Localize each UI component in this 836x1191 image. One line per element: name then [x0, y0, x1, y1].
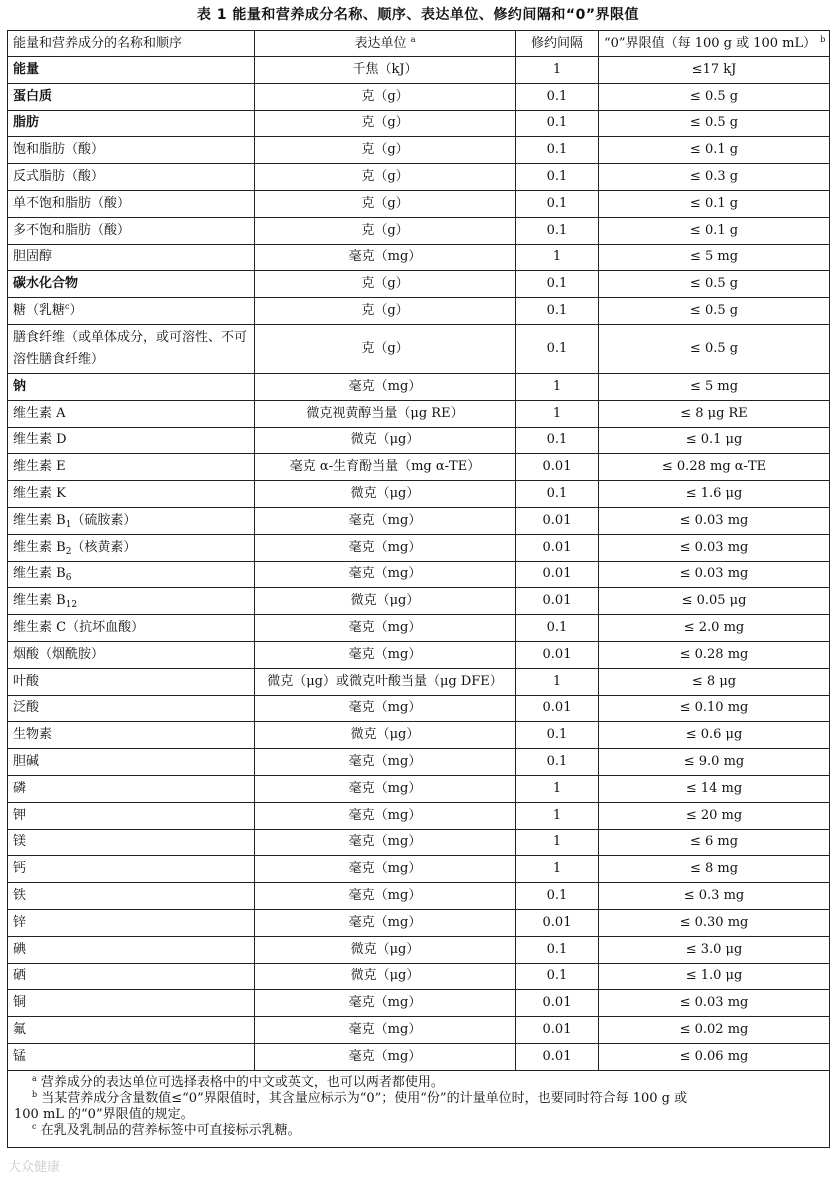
table-row [8, 190, 830, 217]
table-row [8, 909, 830, 936]
rounding-interval-cell: 0.01 [516, 695, 599, 722]
nutrient-name: 磷 [8, 775, 255, 802]
table-row [8, 507, 830, 534]
zero-threshold-cell: ≤ 0.1 μg [599, 427, 830, 454]
footnote-c: $^c$ 在乳及乳制品的营养标签中可直接标示乳糖。 [32, 1121, 301, 1138]
table-row [8, 110, 830, 137]
nutrient-name: 反式脂肪（酸） [8, 164, 255, 191]
unit-cell: 毫克（mg） [255, 534, 516, 561]
zero-threshold-cell: ≤ 0.5 g [599, 271, 830, 298]
zero-threshold-cell: ≤ 8 μg [599, 668, 830, 695]
rounding-interval-cell: 0.01 [516, 1043, 599, 1070]
unit-cell: 克（g） [255, 324, 516, 373]
rounding-interval-cell: 0.01 [516, 641, 599, 668]
table-row [8, 217, 830, 244]
rounding-interval-cell: 1 [516, 775, 599, 802]
nutrient-name: 硒 [8, 963, 255, 990]
zero-threshold-cell: ≤ 9.0 mg [599, 749, 830, 776]
table-row [8, 83, 830, 110]
rounding-interval-cell: 0.1 [516, 615, 599, 642]
table-row [8, 271, 830, 298]
zero-threshold-cell: ≤ 0.03 mg [599, 990, 830, 1017]
zero-threshold-cell: ≤ 0.1 g [599, 217, 830, 244]
nutrient-name: 维生素 D [8, 427, 255, 454]
unit-cell: 克（g） [255, 83, 516, 110]
zero-threshold-cell: ≤ 0.10 mg [599, 695, 830, 722]
zero-threshold-cell: ≤ 0.02 mg [599, 1017, 830, 1044]
nutrient-name: 饱和脂肪（酸） [8, 137, 255, 164]
zero-threshold-cell: ≤ 0.1 g [599, 190, 830, 217]
unit-cell: 克（g） [255, 137, 516, 164]
unit-cell: 毫克（mg） [255, 561, 516, 588]
nutrient-name: 碘 [8, 936, 255, 963]
watermark: 大众健康 [8, 1160, 61, 1175]
header-interval: 修约间隔 [516, 31, 599, 57]
rounding-interval-cell: 0.1 [516, 217, 599, 244]
zero-threshold-cell: ≤ 0.03 mg [599, 534, 830, 561]
unit-cell: 毫克（mg） [255, 775, 516, 802]
table-row [8, 829, 830, 856]
unit-cell: 毫克（mg） [255, 244, 516, 271]
table-row [8, 990, 830, 1017]
unit-cell: 毫克（mg） [255, 829, 516, 856]
table-row [8, 57, 830, 84]
nutrient-name: 钾 [8, 802, 255, 829]
nutrient-name: 氟 [8, 1017, 255, 1044]
rounding-interval-cell: 1 [516, 244, 599, 271]
nutrient-name: 维生素 $B_1$（硫胺素） [8, 507, 255, 534]
nutrient-name: 碳水化合物 [8, 271, 255, 298]
unit-cell: 千焦（kJ） [255, 57, 516, 84]
zero-threshold-cell: ≤ 5 mg [599, 373, 830, 400]
rounding-interval-cell: 0.1 [516, 298, 599, 325]
zero-threshold-cell: ≤ 0.3 g [599, 164, 830, 191]
rounding-interval-cell: 1 [516, 400, 599, 427]
zero-threshold-cell: ≤ 20 mg [599, 802, 830, 829]
unit-cell: 毫克（mg） [255, 856, 516, 883]
zero-threshold-cell: ≤ 0.03 mg [599, 561, 830, 588]
rounding-interval-cell: 0.1 [516, 963, 599, 990]
rounding-interval-cell: 1 [516, 373, 599, 400]
rounding-interval-cell: 0.1 [516, 137, 599, 164]
header-threshold: “0”界限值（每 100 g 或 100 mL） $^b$ [599, 31, 830, 57]
unit-cell: 毫克（mg） [255, 909, 516, 936]
rounding-interval-cell: 0.1 [516, 83, 599, 110]
table-row [8, 561, 830, 588]
unit-cell: 毫克（mg） [255, 615, 516, 642]
table-header-row [8, 31, 830, 57]
table-row [8, 775, 830, 802]
table-row [8, 588, 830, 615]
rounding-interval-cell: 0.01 [516, 1017, 599, 1044]
zero-threshold-cell: ≤ 1.6 μg [599, 481, 830, 508]
nutrient-name: 糖（乳糖$^c$） [8, 298, 255, 325]
nutrient-name: 生物素 [8, 722, 255, 749]
table-row [8, 936, 830, 963]
unit-cell: 克（g） [255, 164, 516, 191]
nutrient-name: 维生素 $B_2$（核黄素） [8, 534, 255, 561]
nutrient-name: 维生素 A [8, 400, 255, 427]
rounding-interval-cell: 0.01 [516, 507, 599, 534]
rounding-interval-cell: 0.01 [516, 454, 599, 481]
table-row [8, 454, 830, 481]
nutrient-name: 胆碱 [8, 749, 255, 776]
unit-cell: 毫克（mg） [255, 507, 516, 534]
zero-threshold-cell: ≤ 8 μg RE [599, 400, 830, 427]
zero-threshold-cell: ≤ 0.5 g [599, 324, 830, 373]
unit-cell: 克（g） [255, 298, 516, 325]
table-title: 表 1 能量和营养成分名称、顺序、表达单位、修约间隔和“0”界限值 [196, 7, 640, 23]
table-row [8, 668, 830, 695]
unit-cell: 毫克（mg） [255, 1017, 516, 1044]
unit-cell: 微克（μg） [255, 936, 516, 963]
zero-threshold-cell: ≤ 0.1 g [599, 137, 830, 164]
unit-cell: 毫克（mg） [255, 883, 516, 910]
unit-cell: 克（g） [255, 217, 516, 244]
nutrient-name: 铜 [8, 990, 255, 1017]
header-name: 能量和营养成分的名称和顺序 [8, 31, 255, 57]
nutrient-name: 胆固醇 [8, 244, 255, 271]
footnotes-row [8, 1070, 830, 1147]
unit-cell: 毫克（mg） [255, 802, 516, 829]
unit-cell: 毫克（mg） [255, 695, 516, 722]
footnote-b-continued: 100 mL 的“0”界限值的规定。 [14, 1106, 194, 1122]
nutrient-name: 泛酸 [8, 695, 255, 722]
table-row [8, 856, 830, 883]
unit-cell: 微克（μg） [255, 427, 516, 454]
rounding-interval-cell: 0.01 [516, 534, 599, 561]
zero-threshold-cell: ≤ 0.30 mg [599, 909, 830, 936]
table-row [8, 534, 830, 561]
nutrient-name: 维生素 K [8, 481, 255, 508]
zero-threshold-cell: ≤ 0.5 g [599, 298, 830, 325]
rounding-interval-cell: 1 [516, 57, 599, 84]
table-row [8, 802, 830, 829]
table-row [8, 1043, 830, 1070]
rounding-interval-cell: 0.01 [516, 990, 599, 1017]
rounding-interval-cell: 1 [516, 802, 599, 829]
table-row [8, 883, 830, 910]
zero-threshold-cell: ≤ 0.3 mg [599, 883, 830, 910]
nutrient-name: 钠 [8, 373, 255, 400]
rounding-interval-cell: 0.1 [516, 110, 599, 137]
nutrient-name: 脂肪 [8, 110, 255, 137]
table-row [8, 164, 830, 191]
unit-cell: 毫克（mg） [255, 373, 516, 400]
nutrient-name: 锌 [8, 909, 255, 936]
nutrient-name: 维生素 E [8, 454, 255, 481]
nutrient-name: 烟酸（烟酰胺） [8, 641, 255, 668]
unit-cell: 微克（μg） [255, 722, 516, 749]
header-unit: 表达单位 $^a$ [255, 31, 516, 57]
nutrient-name: 多不饱和脂肪（酸） [8, 217, 255, 244]
zero-threshold-cell: ≤ 0.5 g [599, 83, 830, 110]
rounding-interval-cell: 0.1 [516, 883, 599, 910]
unit-cell: 微克（μg） [255, 963, 516, 990]
rounding-interval-cell: 0.1 [516, 164, 599, 191]
zero-threshold-cell: ≤ 14 mg [599, 775, 830, 802]
zero-threshold-cell: ≤ 0.05 μg [599, 588, 830, 615]
rounding-interval-cell: 0.1 [516, 481, 599, 508]
table-row [8, 963, 830, 990]
zero-threshold-cell: ≤ 0.28 mg α-TE [599, 454, 830, 481]
rounding-interval-cell: 0.1 [516, 749, 599, 776]
nutrient-name: 维生素 $B_6$ [8, 561, 255, 588]
rounding-interval-cell: 0.1 [516, 427, 599, 454]
unit-cell: 克（g） [255, 110, 516, 137]
rounding-interval-cell: 0.1 [516, 936, 599, 963]
footnote-b: $^b$ 当某营养成分含量数值≤“0”界限值时，其含量应标示为“0”；使用“份”的计量单位时，也要同时符合每 100 g 或 [32, 1089, 688, 1106]
table-row [8, 749, 830, 776]
table-row [8, 695, 830, 722]
table-body [8, 57, 830, 1071]
rounding-interval-cell: 1 [516, 829, 599, 856]
table-row [8, 722, 830, 749]
zero-threshold-cell: ≤ 8 mg [599, 856, 830, 883]
nutrient-table [7, 30, 830, 1148]
table-row [8, 298, 830, 325]
nutrient-name: 锰 [8, 1043, 255, 1070]
nutrient-name: 蛋白质 [8, 83, 255, 110]
rounding-interval-cell: 0.01 [516, 909, 599, 936]
unit-cell: 微克（μg）或微克叶酸当量（μg DFE） [255, 668, 516, 695]
rounding-interval-cell: 1 [516, 856, 599, 883]
unit-cell: 毫克 α-生育酚当量（mg α-TE） [255, 454, 516, 481]
zero-threshold-cell: ≤ 3.0 μg [599, 936, 830, 963]
zero-threshold-cell: ≤ 6 mg [599, 829, 830, 856]
zero-threshold-cell: ≤ 0.03 mg [599, 507, 830, 534]
zero-threshold-cell: ≤ 0.06 mg [599, 1043, 830, 1070]
rounding-interval-cell: 0.01 [516, 588, 599, 615]
table-row [8, 137, 830, 164]
nutrient-name: 铁 [8, 883, 255, 910]
zero-threshold-cell: ≤ 2.0 mg [599, 615, 830, 642]
nutrient-name: 镁 [8, 829, 255, 856]
table-row [8, 324, 830, 373]
unit-cell: 毫克（mg） [255, 641, 516, 668]
rounding-interval-cell: 1 [516, 668, 599, 695]
rounding-interval-cell: 0.1 [516, 722, 599, 749]
footnote-a: $^a$ 营养成分的表达单位可选择表格中的中文或英文，也可以两者都使用。 [32, 1073, 444, 1090]
zero-threshold-cell: ≤ 0.6 μg [599, 722, 830, 749]
table-row [8, 481, 830, 508]
nutrient-name: 钙 [8, 856, 255, 883]
unit-cell: 克（g） [255, 271, 516, 298]
rounding-interval-cell: 0.1 [516, 324, 599, 373]
unit-cell: 微克（μg） [255, 588, 516, 615]
nutrient-name: 能量 [8, 57, 255, 84]
table-row [8, 1017, 830, 1044]
rounding-interval-cell: 0.01 [516, 561, 599, 588]
nutrient-name: 维生素 C（抗坏血酸） [8, 615, 255, 642]
zero-threshold-cell: ≤ 0.5 g [599, 110, 830, 137]
nutrient-name: 膳食纤维（或单体成分，或可溶性、不可溶性膳食纤维） [8, 324, 255, 373]
unit-cell: 毫克（mg） [255, 749, 516, 776]
zero-threshold-cell: ≤ 5 mg [599, 244, 830, 271]
table-row [8, 427, 830, 454]
unit-cell: 毫克（mg） [255, 990, 516, 1017]
unit-cell: 毫克（mg） [255, 1043, 516, 1070]
unit-cell: 克（g） [255, 190, 516, 217]
rounding-interval-cell: 0.1 [516, 190, 599, 217]
nutrient-name: 维生素 $B_{12}$ [8, 588, 255, 615]
table-row [8, 373, 830, 400]
zero-threshold-cell: ≤ 1.0 μg [599, 963, 830, 990]
table-row [8, 641, 830, 668]
unit-cell: 微克视黄醇当量（μg RE） [255, 400, 516, 427]
zero-threshold-cell: ≤ 0.28 mg [599, 641, 830, 668]
table-row [8, 400, 830, 427]
unit-cell: 微克（μg） [255, 481, 516, 508]
table-row [8, 615, 830, 642]
nutrient-name: 叶酸 [8, 668, 255, 695]
nutrient-name: 单不饱和脂肪（酸） [8, 190, 255, 217]
rounding-interval-cell: 0.1 [516, 271, 599, 298]
footnotes [8, 1070, 830, 1147]
zero-threshold-cell: ≤17 kJ [599, 57, 830, 84]
table-row [8, 244, 830, 271]
